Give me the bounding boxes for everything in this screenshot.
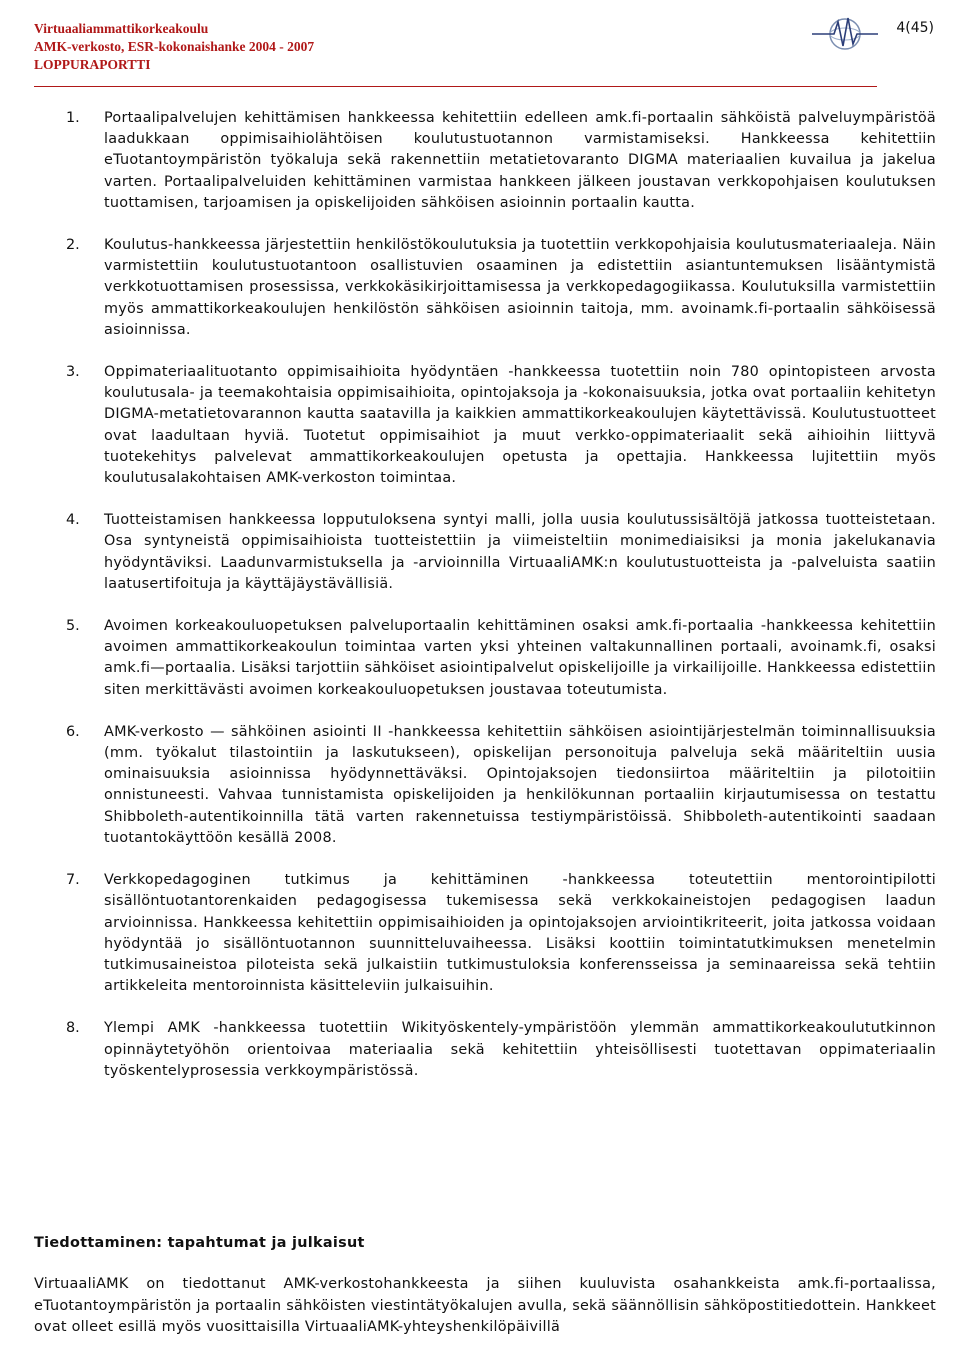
- header-divider: [34, 86, 877, 87]
- list-item-text: Avoimen korkeakouluopetuksen palveluportaalin kehittäminen osaksi amk.fi-portaalia -hankkeessa kehitettiin avoimen ammattikorkeakoulun toimintaa varten yksi yhteinen valtakunnallinen portaali, avoinamk.fi, osaksi amk.fi—portaalia. Lisäksi tarjottiin sähköiset asiointipalvelut opiskelijoille ja virkailijoille. Hankkeessa edistettiin siten merkittävästi avoimen korkeakouluopetuksen joustavaa toteutumista.: [104, 618, 936, 698]
- header-organization: Virtuaaliammattikorkeakoulu: [34, 21, 209, 36]
- list-item: [66, 616, 936, 701]
- list-item: [66, 722, 936, 849]
- header-project: AMK-verkosto, ESR-kokonaishanke 2004 - 2007: [34, 39, 315, 54]
- list-item: [66, 362, 936, 489]
- list-item: [66, 870, 936, 997]
- list-item-number: 7.: [66, 872, 80, 889]
- list-item-number: 1.: [66, 110, 80, 126]
- list-item-number: 3.: [66, 364, 80, 381]
- page-header: [34, 20, 934, 80]
- page-number: 4(45): [896, 20, 934, 36]
- list-item-number: 5.: [66, 618, 80, 635]
- list-item-text: Ylempi AMK -hankkeessa tuotettiin Wikityöskentely-ympäristöön ylemmän ammattikorkeakoulututkinnon opinnäytetyöhön orientoivaa materiaalia sekä kehitettiin yhteisöllisesti tuotettavan oppimateriaalin työskentelyprosessia verkkoympäristössä.: [104, 1020, 936, 1079]
- list-item-number: 4.: [66, 512, 80, 529]
- list-item-text: Koulutus-hankkeessa järjestettiin henkilöstökoulutuksia ja tuotettiin verkkopohjaisia koulutusmateriaaleja. Näin varmistettiin koulutustuotantoon osallistuvien osaaminen ja edistettiin asiantuntemuksen lisääntymistä verkkotuottamisen prosessissa, verkkokäsikirjoittamisessa ja verkkopedagogiikassa. Koulutuksilla varmistettiin myös ammattikorkeakoulujen henkilöstön sähköisen asioinnin taitoja, mm. avoinamk.fi-portaalin sähköisessä asioinnissa.: [104, 237, 936, 338]
- list-item-number: 2.: [66, 237, 80, 254]
- list-item-number: 6.: [66, 723, 80, 740]
- list-item: [66, 510, 936, 595]
- list-item: [66, 1018, 936, 1082]
- section-paragraph: VirtuaaliAMK on tiedottanut AMK-verkostohankkeesta ja siihen kuuluvista osahankkeista amk.fi-portaalissa, eTuotantoympäristön ja portaalin sähköisten viestintätyökalujen avulla, sekä säännöllisin sähköpostitiedottein. Hankkeet ovat olleet esillä myös vuosittaisilla VirtuaaliAMK-yhteyshenkilöpäivillä: [34, 1276, 936, 1335]
- section-heading: Tiedottaminen: tapahtumat ja julkaisut: [34, 1235, 365, 1251]
- header-report-type: LOPPURAPORTTI: [34, 57, 151, 72]
- list-item: [66, 235, 936, 341]
- results-list: [66, 108, 936, 1103]
- list-item-text: AMK-verkosto — sähköinen asiointi II -hankkeessa kehitettiin sähköisen asiointijärjestelmän toiminnallisuuksia (mm. työkalut tilastointiin ja laskutukseen), opiskelijan personoituja palveluja sekä määriteltiin uusia ominaisuuksia asioinnissa hyödynnettäväksi. Opintojaksojen tiedonsiirtoa määriteltiin ja pilotoitiin onnistuneesti. Vahvaa tunnistamista opiskelijoiden ja henkilökunnan portaaliin kirjautumisessa on testattu Shibboleth-autentikoinnilla tätä varten rakennetuissa testiympäristöissä. Shibboleth-autentikointi saadaan tuotantokäyttöön kesällä 2008.: [104, 723, 936, 846]
- list-item-text: Verkkopedagoginen tutkimus ja kehittäminen -hankkeessa toteutettiin mentorointipilotti sisällöntuotantorenkaiden pedagogisessa tukemisessa sekä verkkokaineistojen pedagogisen laadun arvioinnissa. Hankkeessa kehitettiin oppimisaihioiden ja opintojaksojen arviointikriteerit, joita jatkossa voidaan hyödyntää jo sisällöntuotannon suunnitteluvaiheessa. Lisäksi koottiin toimintatutkimuksen menetelmin tutkimusaineistoa piloteista sekä julkaistiin tutkimustuloksia konferensseissa ja seminaareissa sekä tehtiin artikkeleita mentoroinnista käsitteleviin julkaisuihin.: [104, 872, 936, 995]
- list-item-number: 8.: [66, 1020, 80, 1037]
- communications-section: [34, 1233, 936, 1339]
- list-item: [66, 108, 936, 214]
- list-item-text: Oppimateriaalituotanto oppimisaihioita hyödyntäen -hankkeessa tuotettiin noin 780 opintopisteen arvosta koulutusala- ja teemakohtaisia oppimisaihioita, opintojaksoja ja -kokonaisuuksia, jotka ovat portaaliin kehitetyn DIGMA-metatietovarannon kautta saatavilla ja kaikkien ammattikorkeakoulujen käytettävissä. Koulutustuotteet ovat laadultaan hyviä. Tuotetut oppimisaihiot ja muut verkko-oppimateriaalit sekä aihioihin liittyvä tuotekehitys palvelevat ammattikorkeakoulujen opetusta ja opettajia. Hankkeessa lujitettiin myös koulutusalakohtaisen AMK-verkoston toimintaa.: [104, 364, 936, 487]
- list-item-text: Portaalipalvelujen kehittämisen hankkeessa kehitettiin edelleen amk.fi-portaalin sähköistä palveluympäristöä laadukkaan oppimisaihiolähtöisen koulutustuotannon varmistamiseksi. Hankkeessa kehitettiin eTuotantoympäristön työkaluja sekä rakennettiin metatietovaranto DIGMA materiaalien kuvailua ja jakelua varten. Portaalipalveluiden kehittäminen varmistaa hankkeen jälkeen joustavan verkkopohjaisen koulutuksen tuottamisen, tarjoamisen ja opiskelijoiden sähköisen asioinnin portaalin kautta.: [104, 110, 936, 211]
- list-item-text: Tuotteistamisen hankkeessa lopputuloksena syntyi malli, jolla uusia koulutussisältöjä jatkossa tuotteistetaan. Osa syntyneistä oppimisaihioista tuotteistettiin ja viimeisteltiin monimediaisiksi ja monia jakelukanavia hyödyntäviksi. Laadunvarmistuksella ja -arvioinnilla VirtuaaliAMK:n koulutustuotteista ja -palveluista saatiin laatusertifoituja ja käyttäjäystävällisiä.: [104, 512, 936, 592]
- virtuaaliamk-logo-icon: [810, 14, 880, 54]
